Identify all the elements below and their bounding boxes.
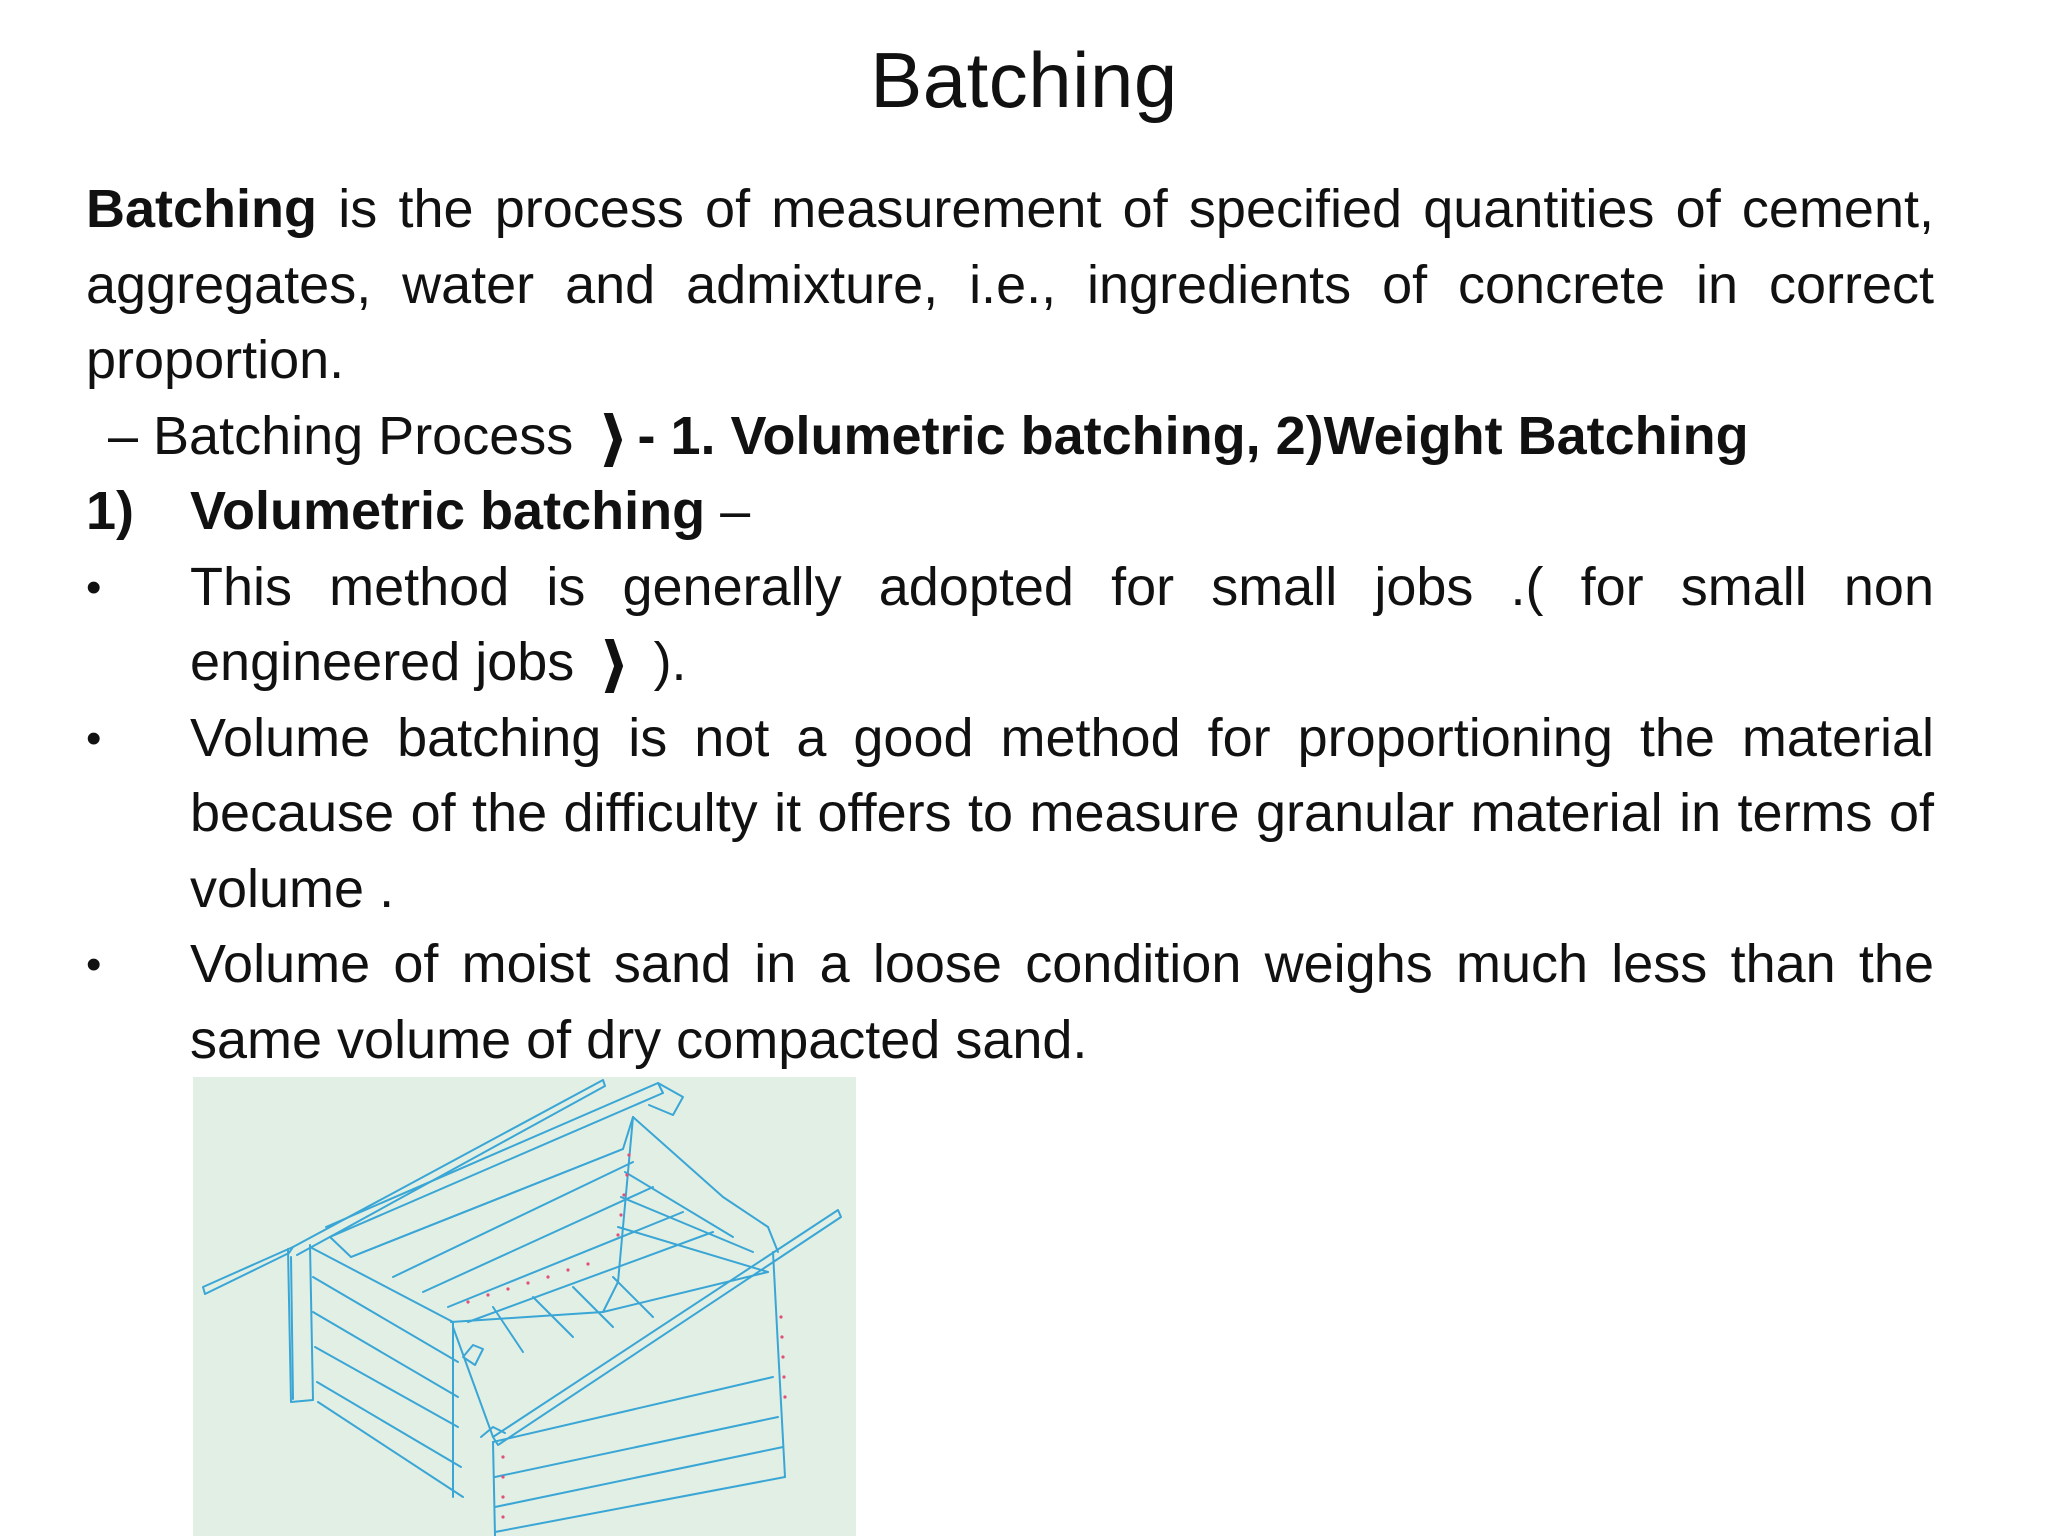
intro-term: Batching [86,179,318,239]
arrow-icon: ❱ [597,405,629,466]
bullet-text: Volume of moist sand in a loose condition weighs much less than the same volume of dry compacted sand. [190,934,1934,1070]
bullet-icon: • [86,713,102,763]
bullet-text-after: ). [638,632,687,692]
process-prefix: – Batching Process [108,405,589,466]
gauge-box-figure [193,1077,856,1536]
batching-process-line [86,399,1934,475]
arrow-icon: ❱ [598,632,630,692]
intro-paragraph [86,172,1934,399]
bullet-item [86,550,1934,701]
bullet-text-before: This method is generally adopted for small jobs .( for small non engineered jobs [190,556,1934,692]
gauge-box-illustration-icon [193,1077,856,1536]
process-items: - 1. Volumetric batching, 2)Weight Batching [637,405,1749,466]
bullet-item [86,701,1934,928]
bullet-icon: • [86,562,102,612]
section-heading-text: Volumetric batching [190,481,706,541]
section-title [190,474,750,550]
section-heading [86,474,1934,550]
section-number: 1) [86,481,135,541]
bullet-text: Volume batching is not a good method for proportioning the material because of the difficulty it offers to measure granular material in terms of volume . [190,707,1934,919]
bullet-icon: • [86,940,102,989]
bullet-text [190,550,1934,701]
bullet-item [86,927,1934,1078]
slide-title: Batching [870,36,1178,124]
section-suffix: – [705,481,751,541]
slide-body [86,172,1934,1078]
intro-text: is the process of measurement of specified quantities of cement, aggregates, water and admixture, i.e., ingredients of concrete in correct proportion. [86,179,1934,390]
